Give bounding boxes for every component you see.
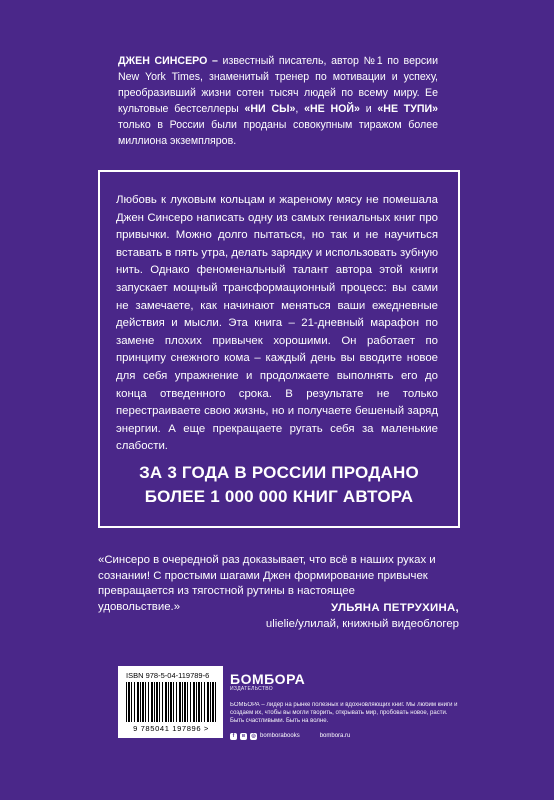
- review-quote: «Синсеро в очередной раз доказывает, что всё в наших руках и сознании! С простыми шагами Джен формирование привычек превращается из тягостной рутины в настоящее удовольствие.»: [98, 554, 436, 613]
- isbn-label: ISBN 978-5-04-119789-6: [126, 671, 210, 680]
- publisher-block: [230, 672, 460, 740]
- book-title-3: «НЕ ТУПИ»: [377, 103, 438, 115]
- quote-author-role: ulielie/улилай, книжный видеоблогер: [265, 618, 459, 630]
- author-bio-text-end: только в России были проданы совокупным тиражом более миллиона экземпляров.: [118, 119, 438, 147]
- vk-icon: в: [241, 732, 246, 739]
- book-title-2: «НЕ НОЙ»: [304, 103, 360, 115]
- facebook-icon: f: [230, 733, 237, 740]
- sales-statement: [100, 461, 458, 509]
- barcode-number: 9 785041 197896 >: [133, 724, 209, 733]
- author-bio: [118, 53, 438, 149]
- sales-line-1: ЗА 3 ГОДА В РОССИИ ПРОДАНО: [139, 463, 419, 482]
- publisher-description: БОМБОРА – лидер на рынке полезных и вдохновляющих книг. Мы любим книги и создаем их, чтобы вы могли творить, открывать мир, пробовать новое, расти. Быть счастливыми. Быть на волне.: [230, 702, 458, 725]
- bio-separator: и: [359, 103, 378, 115]
- sales-line-2: БОЛЕЕ 1 000 000 КНИГ АВТОРА: [144, 487, 414, 506]
- publisher-socials: [230, 733, 460, 740]
- author-bio-text: известный писатель, автор №1 по версии New York Times, знаменитый тренер по мотивации и успеху, преобразивший жизни сотен тысяч людей по всему миру. Ее культовые бестселлеры: [118, 55, 438, 115]
- publisher-website: bombora.ru: [319, 733, 351, 740]
- barcode-image: [126, 682, 216, 722]
- book-description: Любовь к луковым кольцам и жареному мясу не помешала Джен Синсеро написать одну из самых гениальных книг про привычки. Можно долго пытаться, но так и не научиться вставать в пять утра, делать зарядку и использовать зубную нить. Однако феноменальный талант автора этой книги запускает мощный трансформационный процесс: вы сами не замечаете, как начинают меняться ваши ежедневные действия и мысли. Эта книга – 21-дневный марафон по замене плохих привычек хорошими. Он работает по принципу снежного кома – каждый день вы вводите новое для себя упражнение и продолжаете выполнять его до конца отведенного срока. В результате не только перестраиваете свою жизнь, но и получаете бешеный заряд энергии. А еще прекращаете ругать себя за маленькие слабости.: [116, 194, 438, 453]
- quote-author-name: УЛЬЯНА ПЕТРУХИНА,: [331, 602, 459, 614]
- author-name: ДЖЕН СИНСЕРО –: [118, 55, 218, 67]
- bio-separator: ,: [295, 103, 305, 115]
- quote-attribution: [266, 600, 459, 632]
- barcode-box: [118, 666, 223, 738]
- instagram-icon: ◎: [251, 732, 256, 739]
- publisher-logo: БОМБОРА: [230, 671, 306, 687]
- social-handle: bomborabooks: [260, 733, 300, 740]
- book-title-1: «НИ СЫ»: [244, 103, 296, 115]
- publisher-logo-subtitle: ИЗДАТЕЛЬСТВО: [230, 686, 273, 692]
